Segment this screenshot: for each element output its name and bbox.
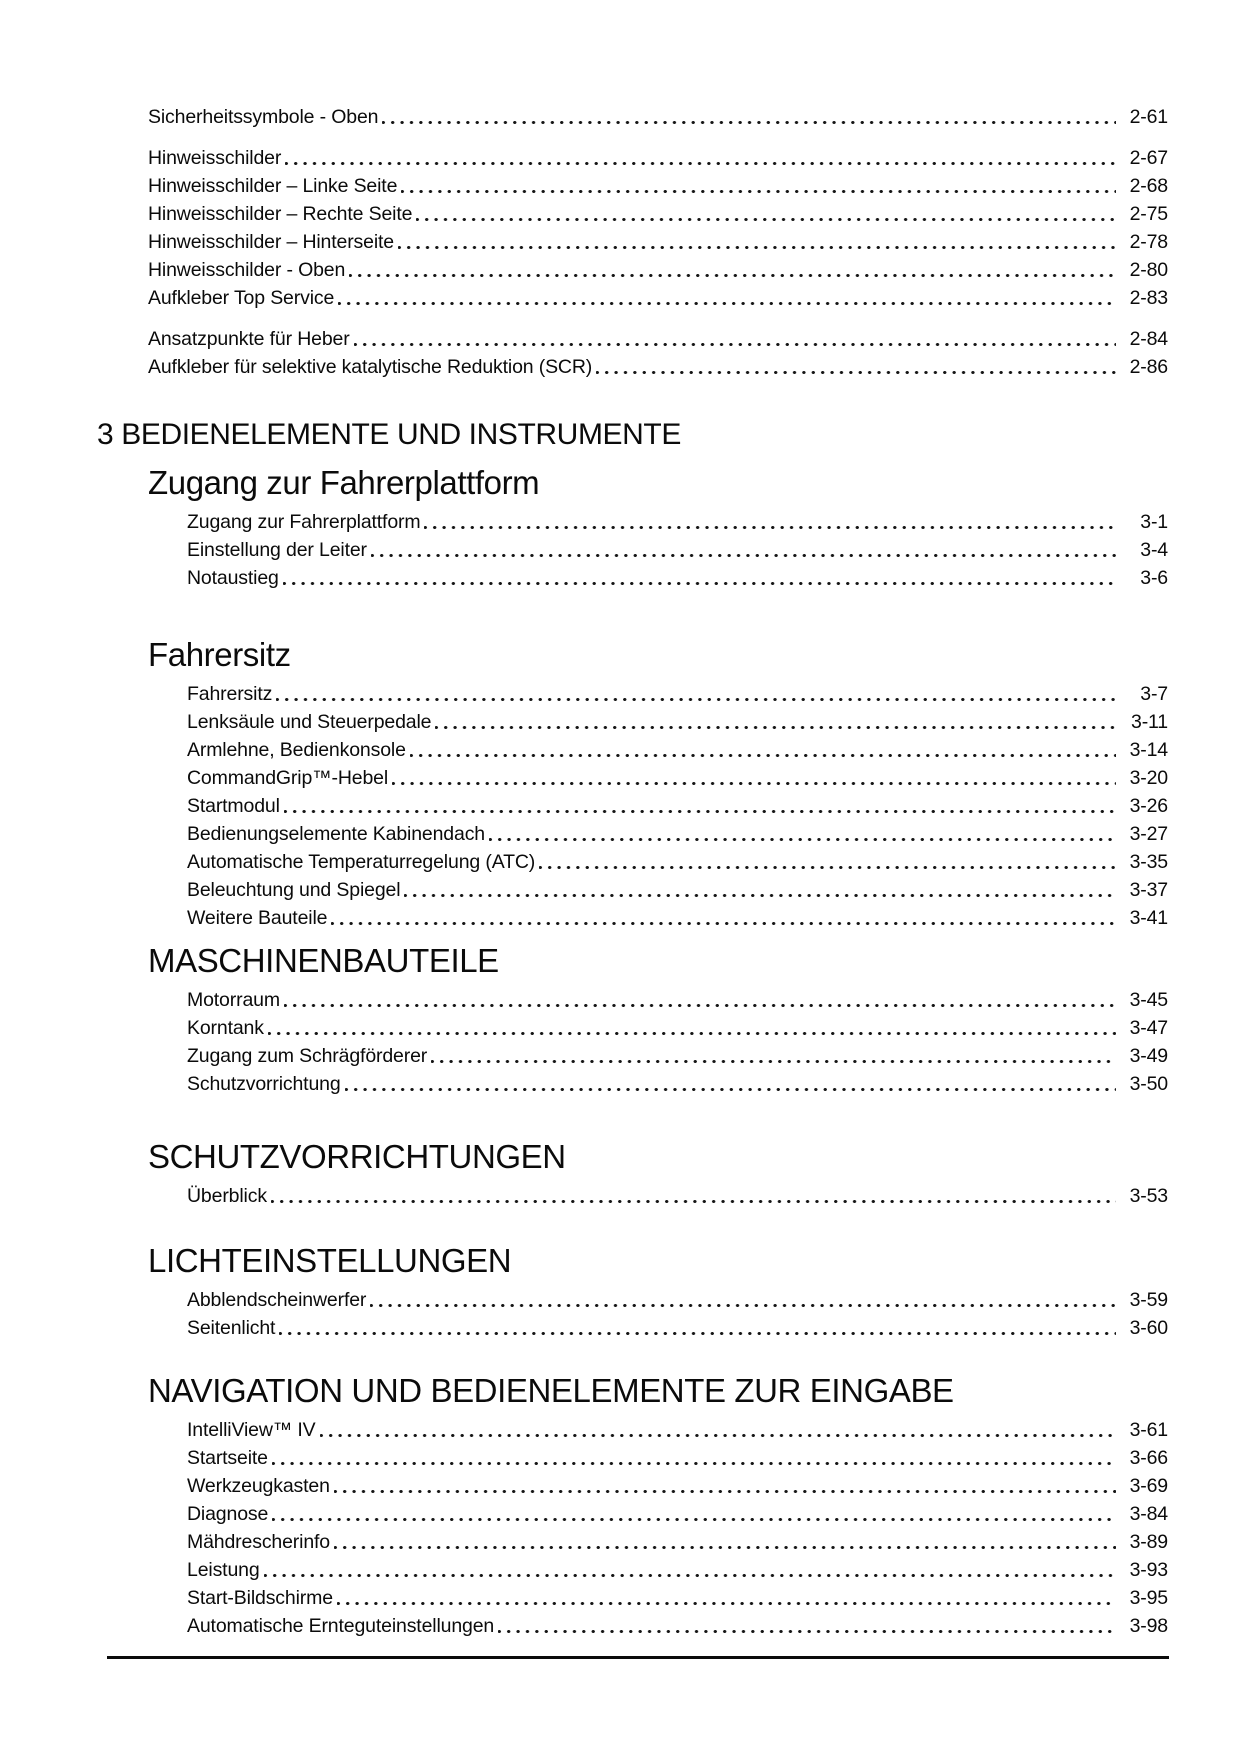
toc-section: [0, 1242, 1241, 1342]
toc-entry-page: 2-78: [1129, 231, 1168, 253]
toc-entry-page: 2-75: [1129, 203, 1168, 225]
toc-entry-label: Diagnose: [187, 1503, 269, 1525]
toc-entry: [187, 1472, 1168, 1500]
toc-entry: [187, 792, 1168, 820]
dot-leader: [382, 103, 1116, 131]
toc-section: [0, 1138, 1241, 1210]
toc-entry-page: 2-67: [1129, 147, 1168, 169]
toc-entry-page: 3-84: [1129, 1503, 1168, 1525]
dot-leader: [435, 708, 1116, 736]
toc-entry: [187, 508, 1168, 536]
dot-leader: [334, 1528, 1116, 1556]
toc-entry-label: Automatische Ernteguteinstellungen: [187, 1615, 495, 1637]
toc-sections: [0, 464, 1241, 1640]
toc-entry-label: Korntank: [187, 1017, 264, 1039]
toc-entry: [187, 736, 1168, 764]
toc-entry-label: Notaustieg: [187, 567, 279, 589]
toc-entry-page: 2-68: [1129, 175, 1168, 197]
toc-section: [0, 942, 1241, 1098]
toc-entry-page: 3-1: [1140, 511, 1168, 533]
toc-entry-label: Überblick: [187, 1185, 267, 1207]
toc-entry-label: Zugang zur Fahrerplattform: [187, 511, 421, 533]
toc-entry-page: 3-45: [1129, 989, 1168, 1011]
toc-entry-label: Hinweisschilder – Hinterseite: [148, 231, 394, 253]
dot-leader: [264, 1556, 1116, 1584]
toc-entry: [187, 1314, 1168, 1342]
dot-leader: [539, 848, 1116, 876]
toc-entry: [187, 1014, 1168, 1042]
toc-entry: [148, 200, 1168, 228]
dot-leader: [596, 353, 1116, 381]
dot-leader: [276, 680, 1116, 708]
toc-entry-page: 2-86: [1129, 356, 1168, 378]
dot-leader: [424, 508, 1116, 536]
toc-entry-label: Startmodul: [187, 795, 280, 817]
dot-leader: [268, 1014, 1116, 1042]
toc-entry: [187, 1286, 1168, 1314]
toc-entry: [187, 848, 1168, 876]
toc-entry-page: 3-66: [1129, 1447, 1168, 1469]
dot-leader: [337, 1584, 1116, 1612]
toc-entry: [187, 876, 1168, 904]
toc-entry: [187, 1528, 1168, 1556]
toc-entry-label: Einstellung der Leiter: [187, 539, 367, 561]
toc-entry: [187, 1500, 1168, 1528]
chapter-heading: 3 BEDIENELEMENTE UND INSTRUMENTE: [97, 418, 681, 451]
toc-entry-label: Motorraum: [187, 989, 280, 1011]
toc-entry-label: Automatische Temperaturregelung (ATC): [187, 851, 536, 873]
toc-entry-page: 3-6: [1140, 567, 1168, 589]
toc-entry-label: Hinweisschilder - Oben: [148, 259, 346, 281]
toc-entry-label: IntelliView™ IV: [187, 1419, 316, 1441]
toc-section: [0, 1372, 1241, 1640]
dot-leader: [371, 536, 1116, 564]
toc-entry-page: 3-20: [1129, 767, 1168, 789]
dot-leader: [285, 144, 1116, 172]
toc-entry: [187, 1182, 1168, 1210]
toc-entry-page: 3-53: [1129, 1185, 1168, 1207]
toc-entry-page: 3-61: [1129, 1419, 1168, 1441]
toc-entry-label: Aufkleber Top Service: [148, 287, 335, 309]
dot-leader: [370, 1286, 1116, 1314]
toc-entry-page: 3-7: [1140, 683, 1168, 705]
toc-entry: [187, 536, 1168, 564]
toc-entry-page: 3-59: [1129, 1289, 1168, 1311]
toc-entry: [148, 325, 1168, 353]
toc-entry-label: Start-Bildschirme: [187, 1587, 333, 1609]
toc-entry: [187, 1444, 1168, 1472]
footer-rule: [107, 1656, 1169, 1659]
toc-entry: [187, 986, 1168, 1014]
toc-continuation-block: [0, 103, 1241, 381]
section-heading: LICHTEINSTELLUNGEN: [148, 1242, 512, 1279]
dot-leader: [279, 1314, 1116, 1342]
dot-leader: [338, 284, 1116, 312]
toc-entry-page: 3-35: [1129, 851, 1168, 873]
section-heading: SCHUTZVORRICHTUNGEN: [148, 1138, 566, 1175]
toc-entry: [187, 1416, 1168, 1444]
dot-leader: [320, 1416, 1116, 1444]
toc-entry-page: 2-80: [1129, 259, 1168, 281]
toc-entry-label: Armlehne, Bedienkonsole: [187, 739, 406, 761]
section-heading: NAVIGATION UND BEDIENELEMENTE ZUR EINGABE: [148, 1372, 954, 1409]
toc-entry: [148, 144, 1168, 172]
toc-entry-page: 3-4: [1140, 539, 1168, 561]
toc-entry: [148, 284, 1168, 312]
section-heading: Fahrersitz: [148, 636, 291, 673]
toc-section: [0, 464, 1241, 592]
toc-entry-label: Bedienungselemente Kabinendach: [187, 823, 485, 845]
toc-entry: [187, 1070, 1168, 1098]
toc-entry-page: 3-89: [1129, 1531, 1168, 1553]
toc-entry: [187, 1556, 1168, 1584]
toc-entry-label: Abblendscheinwerfer: [187, 1289, 367, 1311]
toc-entry: [187, 820, 1168, 848]
toc-entry: [187, 1584, 1168, 1612]
dot-leader: [398, 228, 1116, 256]
dot-leader: [489, 820, 1116, 848]
toc-entry-page: 3-37: [1129, 879, 1168, 901]
dot-leader: [271, 1182, 1116, 1210]
toc-entry-page: 3-50: [1129, 1073, 1168, 1095]
toc-entry: [187, 708, 1168, 736]
dot-leader: [345, 1070, 1116, 1098]
toc-entry-label: Leistung: [187, 1559, 260, 1581]
dot-leader: [272, 1500, 1116, 1528]
toc-entry: [187, 680, 1168, 708]
toc-entry: [187, 1612, 1168, 1640]
toc-entry: [187, 1042, 1168, 1070]
toc-entry: [148, 353, 1168, 381]
toc-entry-label: Hinweisschilder – Linke Seite: [148, 175, 398, 197]
toc-entry-page: 3-41: [1129, 907, 1168, 929]
dot-leader: [283, 564, 1116, 592]
dot-leader: [498, 1612, 1116, 1640]
toc-entry: [187, 904, 1168, 932]
toc-entry-label: Beleuchtung und Spiegel: [187, 879, 401, 901]
dot-leader: [284, 986, 1116, 1014]
toc-entry-page: 3-49: [1129, 1045, 1168, 1067]
dot-leader: [354, 325, 1116, 353]
dot-leader: [404, 876, 1116, 904]
toc-entry-label: Fahrersitz: [187, 683, 273, 705]
toc-section: [0, 636, 1241, 932]
toc-entry-label: Ansatzpunkte für Heber: [148, 328, 350, 350]
dot-leader: [272, 1444, 1116, 1472]
toc-entry: [148, 172, 1168, 200]
toc-entry-label: Schutzvorrichtung: [187, 1073, 341, 1095]
toc-entry-page: 3-14: [1129, 739, 1168, 761]
table-of-contents: [0, 103, 1241, 1640]
toc-entry-label: Hinweisschilder: [148, 147, 282, 169]
toc-entry-page: 3-47: [1129, 1017, 1168, 1039]
toc-entry-label: Mähdrescherinfo: [187, 1531, 330, 1553]
toc-entry-page: 3-95: [1129, 1587, 1168, 1609]
dot-leader: [431, 1042, 1116, 1070]
toc-entry-page: 2-84: [1129, 328, 1168, 350]
toc-entry-label: Lenksäule und Steuerpedale: [187, 711, 432, 733]
toc-entry-label: Seitenlicht: [187, 1317, 276, 1339]
dot-leader: [331, 904, 1116, 932]
toc-entry-label: Zugang zum Schrägförderer: [187, 1045, 428, 1067]
section-heading: Zugang zur Fahrerplattform: [148, 464, 540, 501]
toc-entry-page: 3-98: [1129, 1615, 1168, 1637]
dot-leader: [392, 764, 1116, 792]
toc-entry: [187, 564, 1168, 592]
toc-entry-label: Startseite: [187, 1447, 268, 1469]
dot-leader: [349, 256, 1116, 284]
toc-entry-page: 3-60: [1129, 1317, 1168, 1339]
dot-leader: [284, 792, 1116, 820]
toc-entry-label: CommandGrip™-Hebel: [187, 767, 389, 789]
toc-entry-page: 3-11: [1131, 711, 1168, 733]
dot-leader: [416, 200, 1116, 228]
toc-entry: [148, 103, 1168, 131]
dot-leader: [401, 172, 1116, 200]
dot-leader: [334, 1472, 1116, 1500]
toc-entry-page: 3-93: [1129, 1559, 1168, 1581]
toc-entry-page: 3-69: [1129, 1475, 1168, 1497]
toc-entry-label: Aufkleber für selektive katalytische Reduktion (SCR): [148, 356, 593, 378]
toc-entry-page: 2-61: [1129, 106, 1168, 128]
toc-entry-page: 2-83: [1129, 287, 1168, 309]
toc-entry: [187, 764, 1168, 792]
dot-leader: [410, 736, 1116, 764]
toc-entry: [148, 256, 1168, 284]
toc-entry-page: 3-26: [1129, 795, 1168, 817]
toc-entry-label: Werkzeugkasten: [187, 1475, 330, 1497]
toc-entry-label: Sicherheitssymbole - Oben: [148, 106, 379, 128]
toc-entry-label: Weitere Bauteile: [187, 907, 328, 929]
toc-entry: [148, 228, 1168, 256]
toc-entry-label: Hinweisschilder – Rechte Seite: [148, 203, 413, 225]
toc-entry-page: 3-27: [1129, 823, 1168, 845]
section-heading: MASCHINENBAUTEILE: [148, 942, 499, 979]
